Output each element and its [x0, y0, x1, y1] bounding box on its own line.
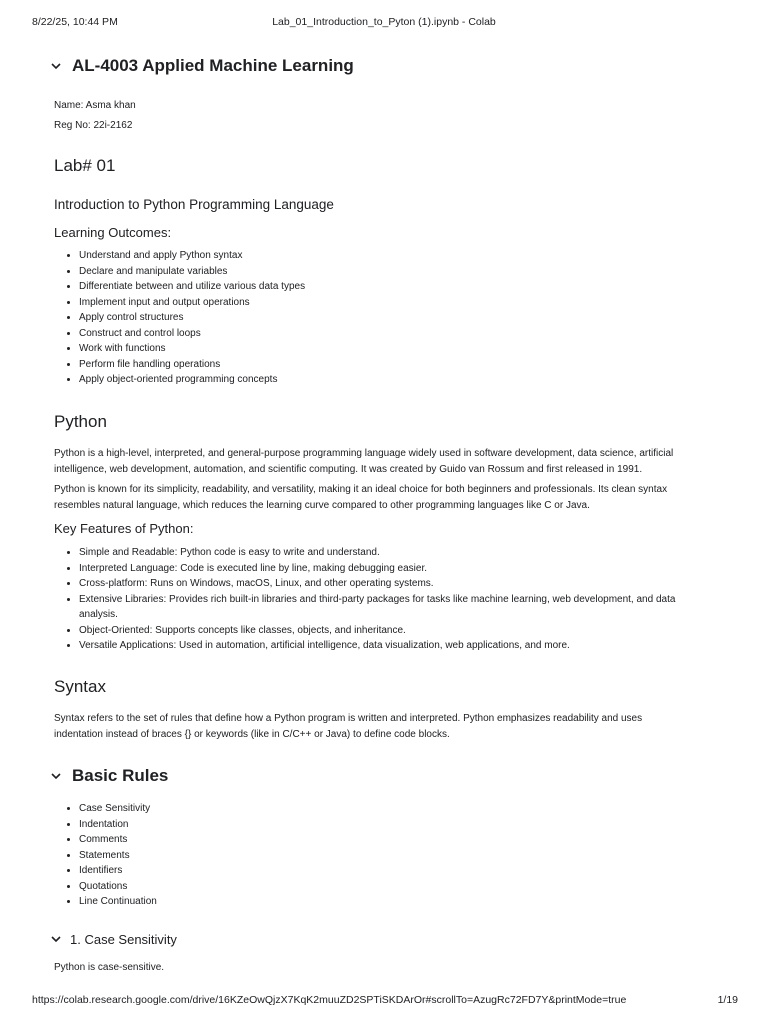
- lab-subtitle: Introduction to Python Programming Language: [54, 197, 334, 212]
- list-item: [79, 592, 729, 623]
- list-item: • Comments: [79, 832, 157, 848]
- list-item: • Interpreted Language: Code is executed line by line, making debugging easier.: [79, 561, 729, 577]
- features-list: [54, 545, 729, 654]
- outcomes-heading: Learning Outcomes:: [54, 225, 172, 240]
- list-item: • Work with functions: [79, 341, 305, 357]
- lab-title: Lab# 01: [54, 156, 116, 175]
- list-item: • Implement input and output operations: [79, 295, 305, 311]
- list-item: • Cross-platform: Runs on Windows, macOS, Linux, and other operating systems.: [79, 576, 729, 592]
- list-item: • Declare and manipulate variables: [79, 264, 305, 280]
- list-item: • Versatile Applications: Used in automation, artificial intelligence, data visualization, web applications, and more.: [79, 638, 729, 654]
- course-title: AL-4003 Applied Machine Learning: [72, 56, 354, 75]
- basic-rules-heading-row: [48, 766, 168, 786]
- outcomes-list: [54, 248, 305, 388]
- list-item-line2: analysis.: [79, 609, 118, 620]
- list-item: • Indentation: [79, 817, 157, 833]
- basic-rules-title: Basic Rules: [72, 766, 169, 785]
- python-para1-line2: intelligence, web development, automation, and scientific computing. It was created by Guido van Rossum and first released in 1991.: [54, 464, 643, 475]
- student-name: Name: Asma khan: [54, 100, 136, 111]
- print-title: Lab_01_Introduction_to_Pyton (1).ipynb - Colab: [272, 16, 496, 28]
- python-para2-line2: resembles natural language, which reduces the learning curve compared to other programming languages like C or Java.: [54, 500, 590, 511]
- list-item: • Apply control structures: [79, 310, 305, 326]
- list-item: • Apply object-oriented programming concepts: [79, 372, 305, 388]
- list-item: • Object-Oriented: Supports concepts like classes, objects, and inheritance.: [79, 623, 729, 639]
- student-reg: Reg No: 22i-2162: [54, 120, 133, 131]
- print-url: https://colab.research.google.com/drive/16KZeOwQjzX7KqK2muuZD2SPTiSKDArOr#scrollTo=AzugRc72FD7Y&printMode=true: [32, 994, 627, 1006]
- list-item: • Simple and Readable: Python code is easy to write and understand.: [79, 545, 729, 561]
- python-para2-line1: Python is known for its simplicity, readability, and versatility, making it an ideal choice for both beginners and professionals. Its clean syntax: [54, 484, 668, 495]
- list-item: • Line Continuation: [79, 894, 157, 910]
- list-item: • Construct and control loops: [79, 326, 305, 342]
- syntax-para-line2: indentation instead of braces {} or keywords (like in C/C++ or Java) to define code blocks.: [54, 729, 450, 740]
- list-item: • Statements: [79, 848, 157, 864]
- list-item-line1: Extensive Libraries: Provides rich built-in libraries and third-party packages for tasks like machine learning, web development, and data: [79, 593, 676, 605]
- list-item: • Case Sensitivity: [79, 801, 157, 817]
- python-heading: Python: [54, 412, 107, 431]
- chevron-down-icon[interactable]: [48, 931, 64, 947]
- case-sensitivity-title: 1. Case Sensitivity: [70, 931, 177, 947]
- features-heading: Key Features of Python:: [54, 521, 194, 536]
- case-sensitivity-text: Python is case-sensitive.: [54, 962, 165, 973]
- python-para1-line1: Python is a high-level, interpreted, and general-purpose programming language widely used in software development, data science, artificial: [54, 448, 674, 459]
- list-item: • Understand and apply Python syntax: [79, 248, 305, 264]
- list-item: • Quotations: [79, 879, 157, 895]
- course-heading-row: [48, 56, 354, 76]
- chevron-down-icon[interactable]: [48, 768, 64, 784]
- list-item: • Differentiate between and utilize various data types: [79, 279, 305, 295]
- print-datetime: 8/22/25, 10:44 PM: [32, 16, 118, 28]
- syntax-para-line1: Syntax refers to the set of rules that define how a Python program is written and interpreted. Python emphasizes readability and uses: [54, 713, 643, 724]
- list-item: • Identifiers: [79, 863, 157, 879]
- list-item: • Perform file handling operations: [79, 357, 305, 373]
- page-number: 1/19: [717, 994, 738, 1006]
- case-sensitivity-heading-row: [48, 931, 177, 947]
- syntax-heading: Syntax: [54, 677, 106, 696]
- basic-rules-list: [54, 801, 157, 910]
- chevron-down-icon[interactable]: [48, 58, 64, 74]
